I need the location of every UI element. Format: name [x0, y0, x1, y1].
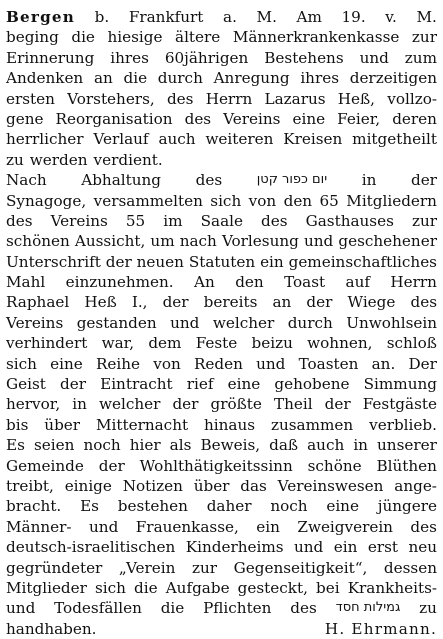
article-line: [6, 354, 437, 374]
signature: H. Ehrmann.: [324, 619, 437, 638]
word: Der: [408, 354, 437, 373]
word: zu: [419, 599, 437, 618]
word: die: [123, 69, 148, 88]
word: Reden: [193, 354, 243, 373]
word: Am: [296, 8, 322, 26]
word: schloß: [386, 334, 437, 353]
word: der: [410, 171, 437, 190]
article-line: [6, 252, 437, 272]
word: Geist: [6, 375, 46, 394]
word: zur: [411, 211, 437, 230]
word: deren: [392, 109, 437, 128]
word: auch: [158, 130, 196, 149]
word: Heß,: [337, 89, 376, 108]
word: Theil: [273, 395, 313, 414]
word: ein: [333, 538, 358, 557]
word: ein: [260, 252, 284, 271]
word: Beweis,: [200, 436, 261, 455]
word: einzunehmen.: [65, 273, 174, 292]
word: Anregung: [213, 69, 290, 88]
word: die: [71, 28, 95, 47]
word: und: [89, 517, 119, 536]
article-line: [6, 191, 437, 211]
word: Kinderheims: [185, 538, 284, 557]
word: hiesige: [107, 28, 163, 47]
word: Krankheits-: [347, 578, 437, 597]
word: war,: [101, 334, 135, 353]
word: um: [150, 232, 175, 251]
word: An: [194, 273, 215, 292]
word: a.: [223, 8, 237, 26]
word: ihres: [300, 69, 339, 88]
word: bestehen: [117, 497, 188, 516]
word: an.: [371, 354, 396, 373]
word: Raphael: [6, 293, 70, 312]
word: derzeitigen: [349, 69, 437, 88]
word: ihres: [110, 48, 149, 67]
word: von: [153, 354, 181, 373]
word: I.,: [131, 293, 148, 312]
word: Reorganisation: [55, 109, 173, 128]
word: Unwohlsein: [346, 313, 437, 332]
word: Feste: [195, 334, 238, 353]
word: des: [195, 171, 223, 190]
word: ältere: [175, 28, 221, 47]
word: b.: [94, 8, 110, 26]
word: der: [306, 293, 333, 312]
word: M.: [256, 8, 277, 26]
word: Feier,: [337, 109, 381, 128]
word: Mitternacht: [95, 415, 189, 434]
word: 65: [319, 191, 339, 210]
word: neuen: [136, 252, 184, 271]
word: Andenken: [6, 69, 84, 88]
word: verblieb.: [369, 415, 437, 434]
article-line: [6, 517, 437, 537]
word: Mitgliedern: [346, 191, 437, 210]
word: gesteckt,: [237, 578, 308, 597]
word: und: [256, 354, 286, 373]
article-line: [6, 272, 437, 292]
word: durch: [287, 313, 333, 332]
word: dessen: [383, 558, 437, 577]
article-line: [6, 150, 437, 170]
word: ein: [256, 517, 280, 536]
word: an: [93, 69, 113, 88]
word: der: [172, 395, 199, 414]
word: Wiege: [347, 293, 396, 312]
word: eine: [326, 497, 359, 516]
word: verhindert: [6, 334, 88, 353]
word: durch: [157, 69, 203, 88]
word: welcher: [212, 313, 275, 332]
word: Gemeinde: [6, 456, 84, 475]
word: den: [235, 273, 264, 292]
word: 55: [125, 211, 146, 230]
article-line: [6, 89, 437, 109]
word: zusammen: [270, 415, 354, 434]
word: an: [272, 293, 292, 312]
word: Gegenseitigkeit“,: [233, 558, 368, 577]
word: Abhaltung: [81, 171, 162, 190]
word: Kreisen: [283, 130, 343, 149]
word: schönen: [6, 232, 70, 251]
article-line: [6, 292, 437, 312]
word: seien: [33, 436, 75, 455]
word: Nach: [6, 171, 47, 190]
word: 60jährigen: [164, 48, 249, 67]
word: daher: [206, 497, 252, 516]
article-line: [6, 456, 437, 476]
word: „Verein: [118, 558, 176, 577]
word: unserer: [377, 436, 437, 455]
word: weiteren: [205, 130, 274, 149]
article-line: [6, 231, 437, 251]
word: die: [134, 578, 158, 597]
word: versammelten: [93, 191, 203, 210]
article-line: [6, 374, 437, 394]
word: Reihe: [95, 354, 141, 373]
word: der: [98, 456, 125, 475]
word: wohnen,: [307, 334, 373, 353]
word: bei: [316, 578, 340, 597]
word: Mahl: [6, 273, 46, 292]
word: יום כפור קטן: [256, 172, 328, 188]
article-line: [6, 170, 437, 190]
word: zur: [192, 558, 218, 577]
word: bereits: [203, 293, 258, 312]
word: und: [303, 232, 334, 251]
word: herrlicher: [6, 130, 84, 149]
word: Eintracht: [100, 375, 173, 394]
word: Todesfällen: [54, 599, 142, 618]
word: Toast: [284, 273, 326, 292]
word: von: [248, 191, 277, 210]
word: bis: [6, 415, 29, 434]
word: Männerkrankenkasse: [232, 28, 400, 47]
word: vollzo-: [387, 89, 437, 108]
article-line: [6, 476, 437, 496]
word: beizu: [251, 334, 293, 353]
word: hervor,: [6, 395, 61, 414]
word: ange-: [394, 476, 437, 495]
word: verdient.: [93, 150, 163, 169]
word: geschehener: [338, 232, 437, 251]
word: neu: [408, 538, 437, 557]
article-body: [6, 27, 437, 618]
closing-word: handhaben.: [6, 619, 97, 638]
word: Aussicht,: [74, 232, 146, 251]
word: gegründeter: [6, 558, 103, 577]
word: Frankfurt: [128, 8, 204, 26]
word: Mitglieder: [6, 578, 87, 597]
word: Vorlesung: [221, 232, 299, 251]
word: Notizen: [122, 476, 183, 495]
word: gene: [6, 109, 44, 128]
word: gehobene: [274, 375, 350, 394]
word: Männer-: [6, 517, 72, 536]
word: hinaus: [204, 415, 256, 434]
word: der: [60, 375, 86, 394]
word: des: [410, 293, 437, 312]
word: Es: [6, 436, 25, 455]
word: Festgäste: [362, 395, 437, 414]
word: zum: [404, 48, 437, 67]
word: in: [72, 395, 87, 414]
word: v.: [385, 8, 397, 26]
word: Vereins: [223, 109, 281, 128]
word: im: [163, 211, 183, 230]
word: eine: [227, 375, 261, 394]
word: und: [359, 48, 389, 67]
word: Pflichten: [203, 599, 272, 618]
word: über: [193, 476, 230, 495]
word: Synagoge,: [6, 191, 87, 210]
article-line: [6, 496, 437, 516]
word: Statuten: [188, 252, 256, 271]
word: Zweigverein: [297, 517, 393, 536]
word: beging: [6, 28, 59, 47]
word: erst: [367, 538, 398, 557]
word: Erinnerung: [6, 48, 95, 67]
article-line: [6, 598, 437, 618]
word: Gasthauses: [305, 211, 394, 230]
word: des: [6, 211, 33, 230]
word: der: [162, 293, 189, 312]
word: Verlauf: [93, 130, 149, 149]
word: hier: [129, 436, 161, 455]
word: den: [283, 191, 313, 210]
word: Wohlthätigkeitssinn: [139, 456, 293, 475]
word: und: [170, 313, 200, 332]
word: auf: [345, 273, 371, 292]
article-line: [6, 578, 437, 598]
word: 19.: [341, 8, 366, 26]
word: dem: [148, 334, 182, 353]
word: eine: [50, 354, 83, 373]
word: mitgetheilt: [352, 130, 437, 149]
word: Frauenkasse,: [135, 517, 239, 536]
word: des: [184, 109, 212, 128]
word: Vereins: [6, 313, 64, 332]
article-line: [6, 558, 437, 578]
word: noch: [83, 436, 121, 455]
word: sich: [6, 354, 37, 373]
word: des: [290, 599, 317, 618]
article-line: [6, 27, 437, 47]
word: ersten: [6, 89, 55, 108]
word: in: [353, 436, 368, 455]
word: und: [6, 599, 36, 618]
word: jüngere: [377, 497, 437, 516]
word: sich: [210, 191, 242, 210]
article-line: [6, 313, 437, 333]
word: das: [240, 476, 267, 495]
word: der: [105, 252, 132, 271]
word: M.: [416, 8, 437, 26]
word: Saale: [200, 211, 243, 230]
word: auch: [307, 436, 345, 455]
word: גמילות חסד: [335, 600, 401, 616]
word: deutsch-israelitischen: [6, 538, 176, 557]
word: zu: [6, 150, 24, 169]
word: Unterschrift: [6, 252, 101, 271]
article-line: [6, 394, 437, 414]
word: werden: [29, 150, 88, 169]
word: Bestehens: [264, 48, 344, 67]
article-line: [6, 415, 437, 435]
word: bracht.: [6, 497, 62, 516]
word: treibt,: [6, 476, 54, 495]
article-line: [6, 129, 437, 149]
article-line: [6, 109, 437, 129]
word: Vorstehers,: [67, 89, 155, 108]
word: Lazarus: [264, 89, 326, 108]
article-line: [6, 333, 437, 353]
word: einige: [64, 476, 112, 495]
article-line: [6, 48, 437, 68]
word: gemeinschaftliches: [288, 252, 437, 271]
word: Es: [80, 497, 99, 516]
word: des: [166, 89, 194, 108]
word: Herrn: [390, 273, 437, 292]
word: und: [293, 538, 324, 557]
word: des: [261, 211, 288, 230]
word: Aufgabe: [165, 578, 230, 597]
word: nach: [179, 232, 217, 251]
word: der: [324, 395, 351, 414]
word: daß: [269, 436, 299, 455]
article-line: [6, 537, 437, 557]
word: in: [361, 171, 377, 190]
article-line: [6, 7, 437, 27]
word: größte: [210, 395, 262, 414]
word: Toasten: [298, 354, 359, 373]
article: [6, 7, 437, 638]
word: des: [410, 517, 437, 536]
word: über: [44, 415, 81, 434]
word: als: [169, 436, 192, 455]
word: eine: [292, 109, 326, 128]
article-line: [6, 211, 437, 231]
word: Vereins: [50, 211, 108, 230]
place-name: Bergen: [6, 8, 76, 26]
word: Heß: [84, 293, 117, 312]
word: gestanden: [76, 313, 157, 332]
word: die: [160, 599, 185, 618]
word: sich: [95, 578, 126, 597]
word: welcher: [98, 395, 161, 414]
article-line: [6, 68, 437, 88]
word: noch: [270, 497, 308, 516]
word: rief: [186, 375, 214, 394]
word: Blüthen: [376, 456, 437, 475]
word: schöne: [307, 456, 362, 475]
word: Vereinswesen: [277, 476, 384, 495]
word: Herrn: [205, 89, 253, 108]
article-line: [6, 435, 437, 455]
word: zur: [411, 28, 437, 47]
word: Simmung: [363, 375, 437, 394]
